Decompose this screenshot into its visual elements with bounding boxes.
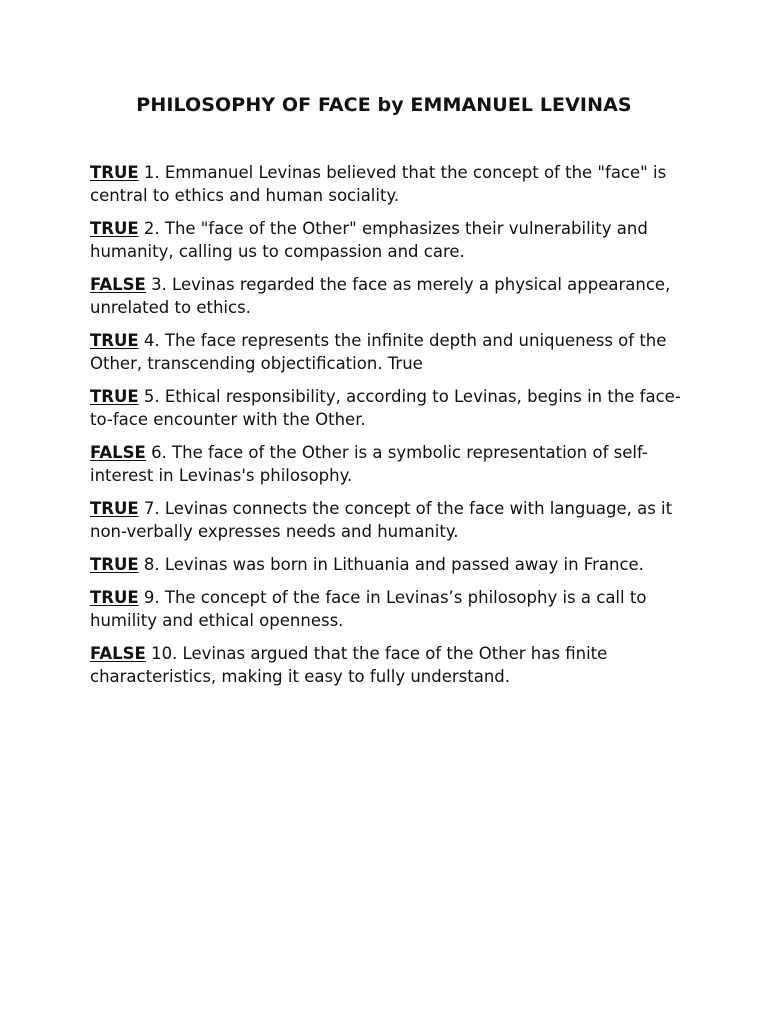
statement-item-10: [90, 642, 690, 688]
statement-item-1: [90, 161, 690, 207]
answer-label: TRUE: [90, 387, 139, 406]
statement-item-7: [90, 497, 690, 543]
statement-text: 10. Levinas argued that the face of the Other has finite characteristics, making it easy to fully understand.: [90, 644, 608, 686]
answer-label: TRUE: [90, 219, 139, 238]
answer-label: TRUE: [90, 163, 139, 182]
statement-item-4: [90, 329, 690, 375]
statement-text: 6. The face of the Other is a symbolic representation of self-interest in Levinas's philosophy.: [90, 443, 648, 485]
statement-item-5: [90, 385, 690, 431]
statement-item-8: [90, 553, 690, 576]
answer-label: TRUE: [90, 588, 139, 607]
answer-label: TRUE: [90, 555, 139, 574]
answer-label: TRUE: [90, 331, 139, 350]
statement-item-3: [90, 273, 690, 319]
statement-item-9: [90, 586, 690, 632]
statement-item-2: [90, 217, 690, 263]
answer-label: FALSE: [90, 443, 146, 462]
answer-label: TRUE: [90, 499, 139, 518]
document-title: PHILOSOPHY OF FACE by EMMANUEL LEVINAS: [136, 94, 632, 116]
statement-text: 9. The concept of the face in Levinas’s philosophy is a call to humility and ethical openness.: [90, 588, 647, 630]
statement-text: 4. The face represents the infinite depth and uniqueness of the Other, transcending objectification. True: [90, 331, 667, 373]
statement-list: [90, 161, 690, 698]
statement-text: 3. Levinas regarded the face as merely a physical appearance, unrelated to ethics.: [90, 275, 671, 317]
statement-text: 7. Levinas connects the concept of the face with language, as it non-verbally expresses needs and humanity.: [90, 499, 673, 541]
statement-text: 1. Emmanuel Levinas believed that the concept of the "face" is central to ethics and human sociality.: [90, 163, 667, 205]
statement-text: 5. Ethical responsibility, according to Levinas, begins in the face-to-face encounter with the Other.: [90, 387, 681, 429]
statement-item-6: [90, 441, 690, 487]
answer-label: FALSE: [90, 644, 146, 663]
answer-label: FALSE: [90, 275, 146, 294]
statement-text: 2. The "face of the Other" emphasizes their vulnerability and humanity, calling us to compassion and care.: [90, 219, 648, 261]
statement-text: 8. Levinas was born in Lithuania and passed away in France.: [138, 555, 644, 574]
